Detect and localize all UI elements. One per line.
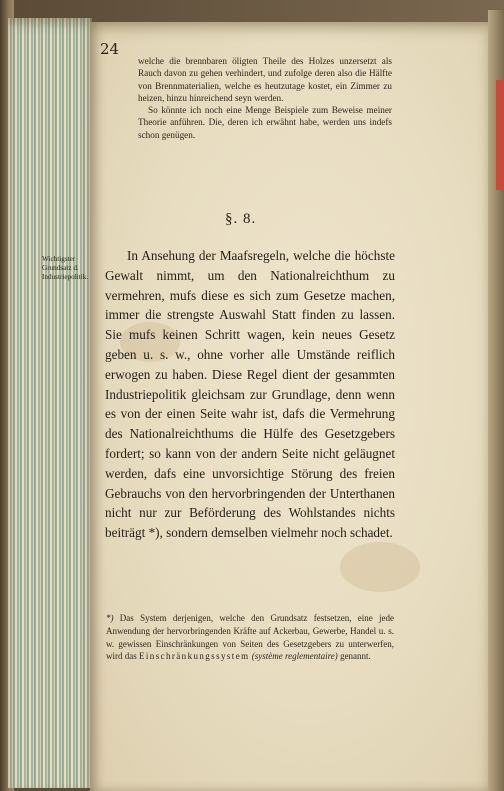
main-text-block — [105, 246, 395, 543]
page-number: 24 — [100, 40, 120, 58]
footnote-text-end: genannt. — [340, 651, 371, 662]
footnote — [106, 612, 394, 663]
paper-stain — [340, 542, 420, 592]
margin-note: Wichtigster Grundsatz d. Industriepolitik. — [42, 255, 89, 281]
footnote-paragraph — [106, 612, 394, 663]
footnote-mark: *) — [106, 613, 114, 623]
right-page-edge — [488, 10, 504, 791]
footnote-term: Einschränkungssystem — [139, 651, 250, 662]
main-paragraph: In Ansehung der Maafsregeln, welche die höchste Gewalt nimmt, um den Nationalreichthum zu vermehren, mufs diese es sich zum Gesetze machen, immer die strengste Auswahl Statt finden zu lassen. Sie mufs keinen Schritt wagen, kein neues Gesetz geben u. s. w., ohne vorher alle Umstände reiflich erwogen zu haben. Diese Regel dient der gesammten Industriepolitik gleichsam zur Grundlage, denn wenn es von der einen Seite wahr ist, dafs die Vermehrung des Nationalreichthums die Hülfe des Gesetzgebers fordert; so kann von der andern Seite nicht geläugnet werden, dafs eine unvorsichtige Störung des freien Gebrauchs von den hervorbringenden der Unterthanen nicht nur zur Beförderung des Wohlstandes nichts beiträgt *), sondern demselben vielmehr noch schadet. — [105, 248, 395, 541]
section-heading: §. 8. — [225, 211, 257, 227]
footnote-text: Das System derjenigen, welche den Grundsatz festsetzen, eine jede Anwendung der hervorbringenden Kräfte auf Ackerbau, Gewerbe, Handel u. s. w. gewissen Einschränkungen von Seiten des Gesetzgebers zu unterwerfen, wird das — [106, 613, 394, 662]
top-note-block — [138, 55, 392, 141]
top-note-paragraph: welche die brennbaren öligten Theile des Holzes unzersetzt als Rauch davon zu gehen verhindert, und zufolge deren also die Hälfte von Brennmaterialien, welche es heutzutage kostet, ein Zimmer zu heizen, hinzu hinreichend seyn werden. — [138, 56, 392, 103]
footnote-term-french: (système reglementaire) — [251, 651, 338, 662]
page-edges — [8, 18, 92, 788]
top-note-paragraph: So könnte ich noch eine Menge Beispiele zum Beweise meiner Theorie anführen. Die, deren ich erwähnt habe, werden uns indefs schon genügen. — [138, 105, 392, 140]
